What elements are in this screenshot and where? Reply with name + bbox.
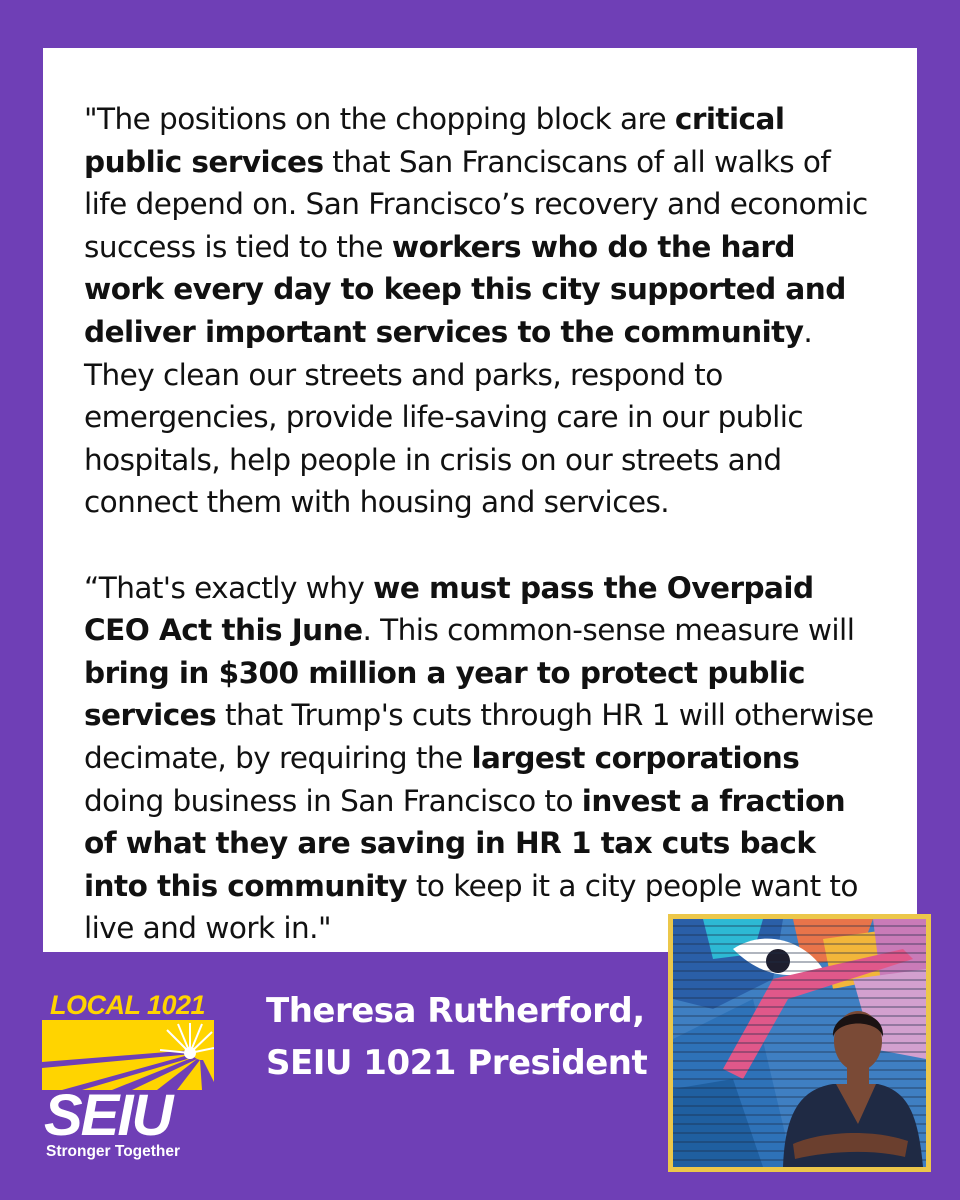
logo-local-text: LOCAL 1021	[50, 990, 206, 1020]
sunburst-icon	[42, 1020, 214, 1090]
quote-emphasis: largest corporations	[471, 740, 800, 775]
quote-text: . This common-sense measure will	[362, 613, 855, 648]
quote-text: "The positions on the chopping block are	[84, 102, 675, 136]
speaker-title: SEIU 1021 President	[266, 1043, 648, 1083]
quote-paragraph-1	[84, 98, 877, 524]
speaker-photo	[673, 919, 926, 1167]
quote-text: that Trump's cuts through HR 1 will otherwise decimate, by requiring the	[84, 698, 874, 775]
quote-text: . They clean our streets and parks, respond to emergencies, provide life-saving care in our public hospitals, help people in crisis on our streets and connect them with housing and services.	[84, 314, 813, 520]
quote-emphasis: workers who do the hard work every day to keep this city supported and deliver important services to the community	[84, 229, 846, 349]
attribution	[266, 985, 647, 1089]
quote-text: “That's exactly why	[84, 570, 374, 605]
seiu-local-1021-logo	[42, 990, 214, 1170]
logo-tagline: Stronger Together	[46, 1143, 181, 1160]
speaker-name: Theresa Rutherford,	[266, 991, 645, 1031]
quote-emphasis: critical public services	[84, 102, 785, 179]
quote-emphasis: invest a fraction of what they are saving in HR 1 tax cuts back into this community	[84, 783, 846, 903]
quote-text: that San Franciscans of all walks of life depend on. San Francisco’s recovery and economic success is tied to the	[84, 144, 868, 264]
quote-emphasis: bring in $300 million a year to protect public services	[84, 655, 805, 733]
quote-paragraph-2	[84, 567, 877, 950]
quote-text: doing business in San Francisco to	[84, 783, 582, 818]
quote-text: to keep it a city people want to live and work in."	[84, 868, 858, 946]
quote-emphasis: we must pass the Overpaid CEO Act this June	[84, 570, 814, 648]
speaker-photo-frame	[668, 914, 931, 1172]
quote-card	[43, 48, 917, 952]
logo-seiu-text: SEIU	[44, 1083, 172, 1148]
